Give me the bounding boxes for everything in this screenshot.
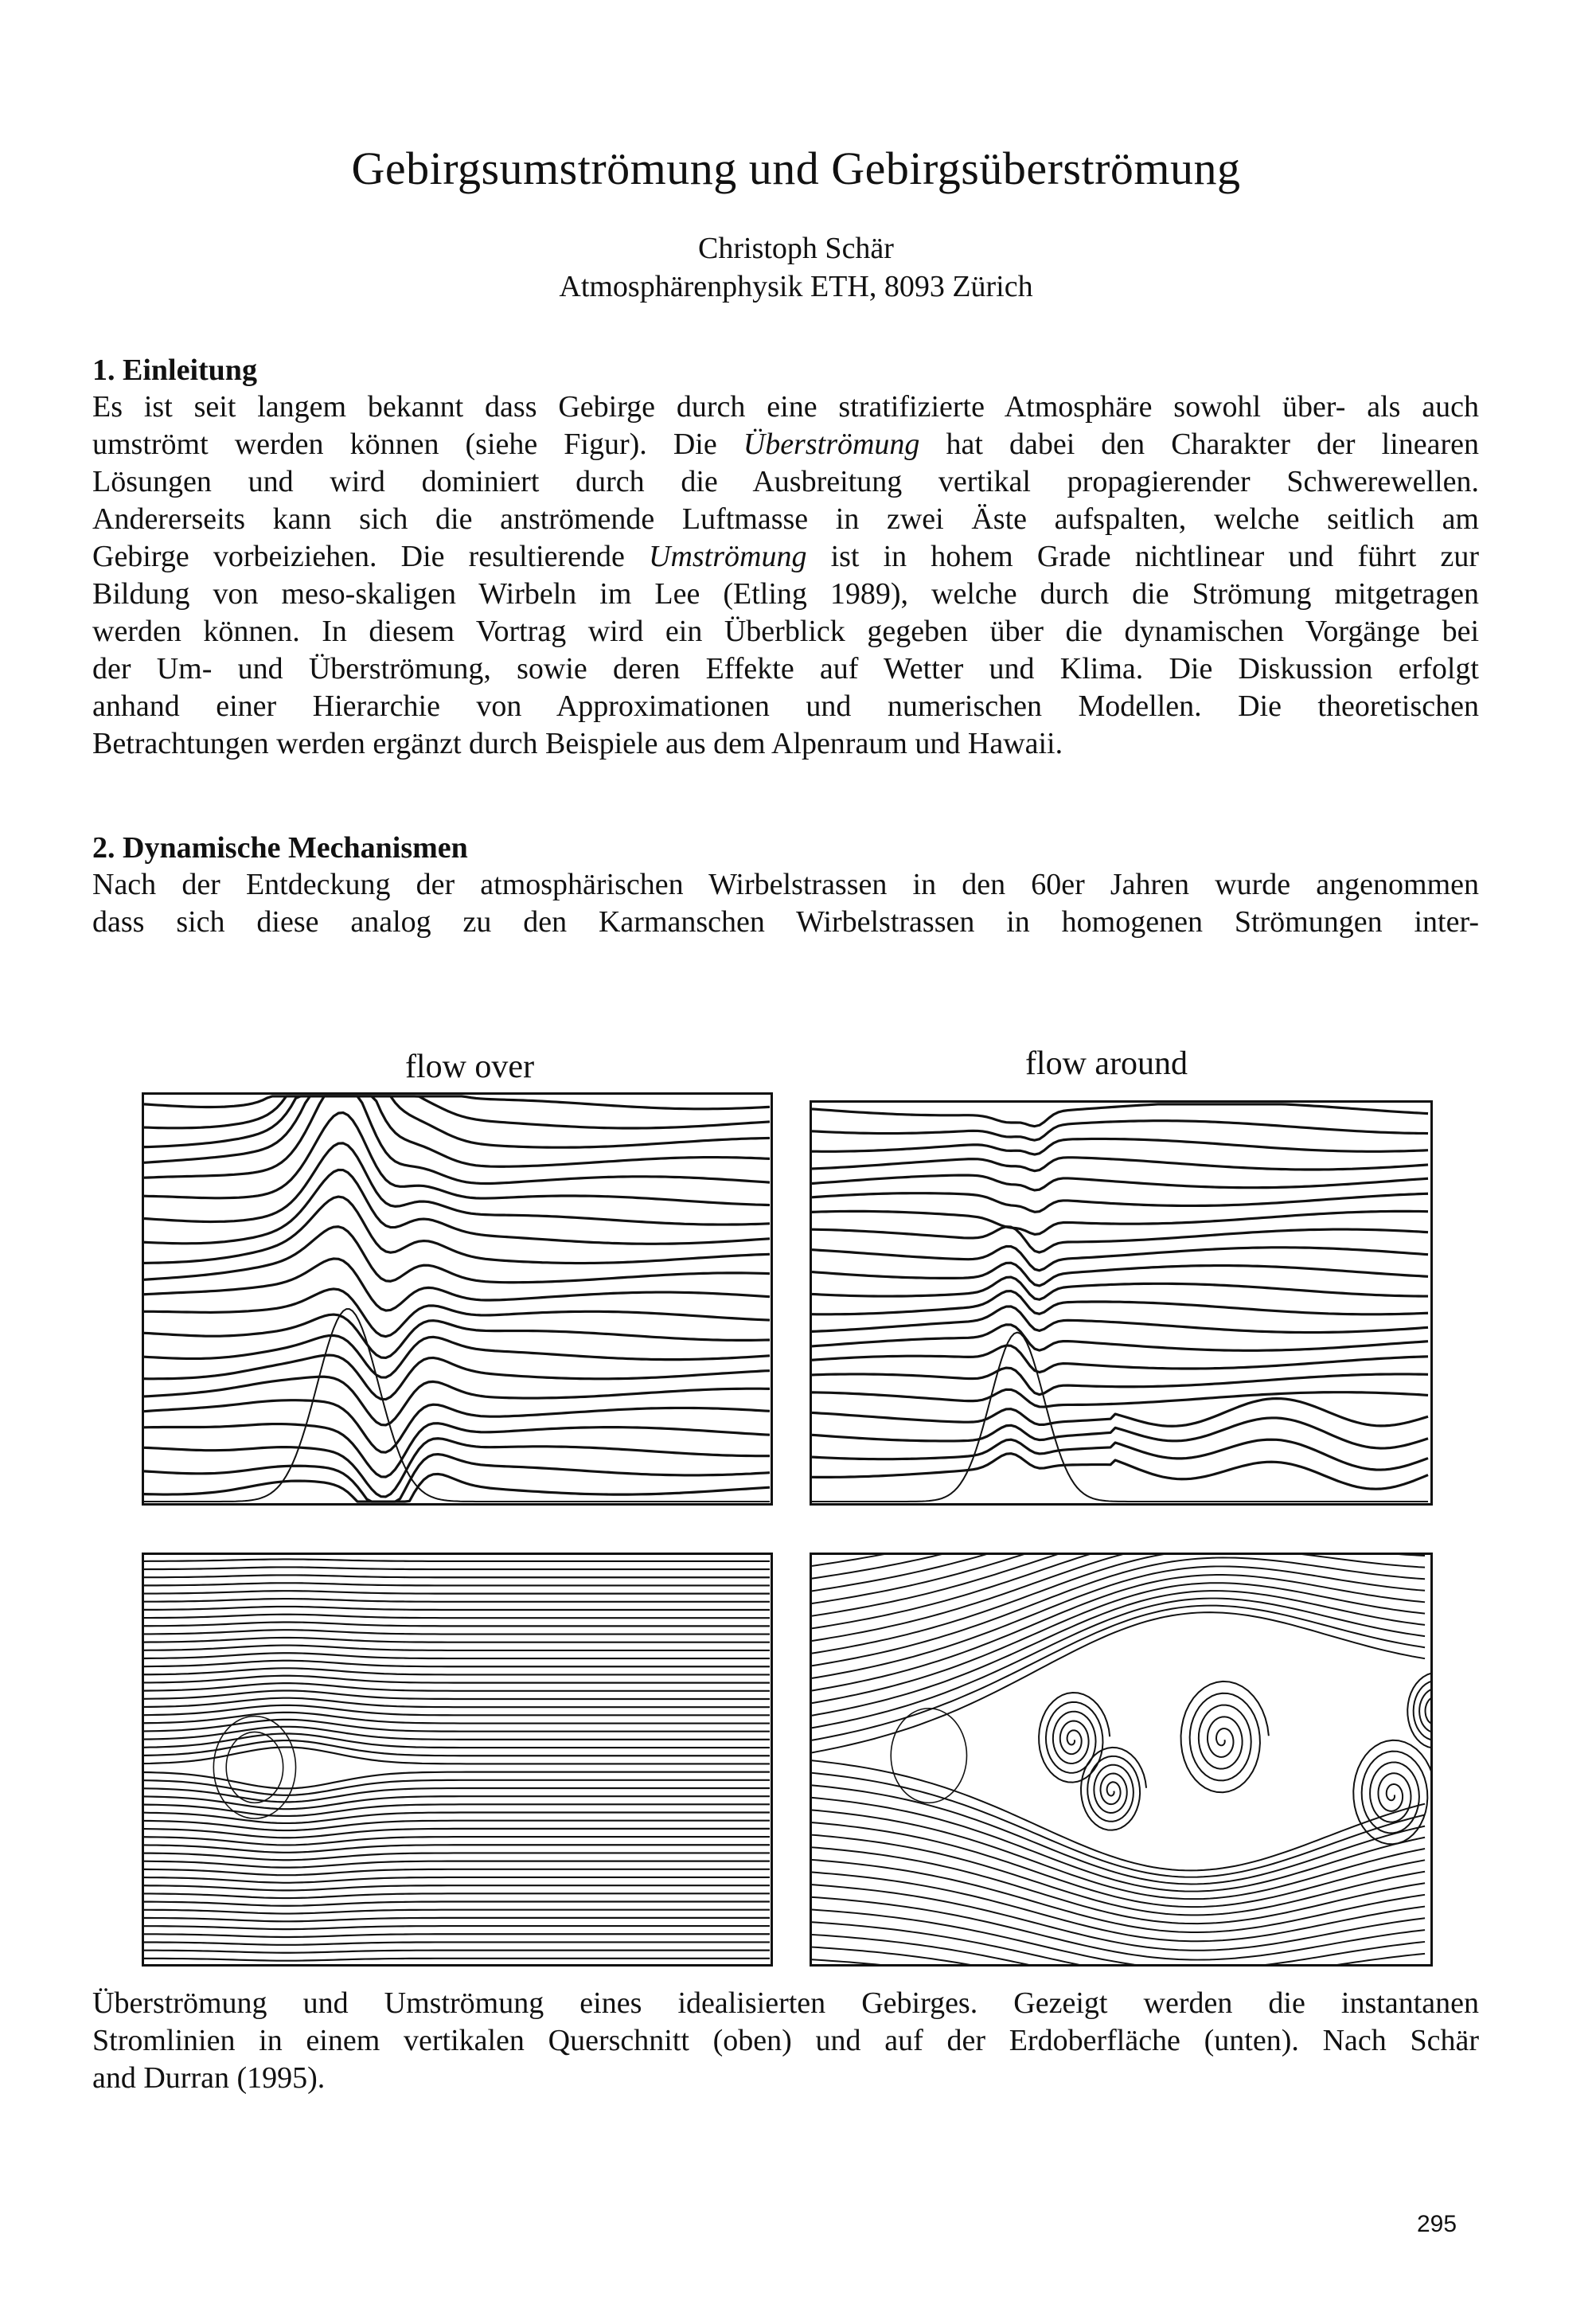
streamline — [144, 1934, 770, 1937]
figure-caption — [92, 1985, 1479, 2097]
streamline — [144, 1676, 770, 1683]
streamline — [812, 1835, 1425, 1916]
streamline — [144, 1683, 770, 1691]
streamline — [812, 1368, 1428, 1395]
streamline — [812, 1555, 1425, 1591]
text-line: umströmt werden können (siehe Figur). Die Überströmung hat dabei den Charakter der linearen — [92, 428, 1479, 461]
streamline — [144, 1910, 770, 1914]
streamline-plot-flow-around-surface — [812, 1555, 1430, 1964]
author-affiliation: Atmosphärenphysik ETH, 8093 Zürich — [559, 270, 1033, 303]
text-line: anhand einer Hierarchie von Approximationen und numerischen Modellen. Die theoretischen — [92, 689, 1479, 723]
author-name: Christoph Schär — [698, 232, 894, 265]
streamline — [144, 1599, 770, 1602]
streamline — [812, 1860, 1425, 1932]
text-line: werden können. In diesem Vortrag wird ein Überblick gegeben über die dynamischen Vorgänge bei — [92, 615, 1479, 648]
streamline — [144, 1877, 770, 1883]
streamline — [812, 1555, 1425, 1654]
streamline — [144, 1885, 770, 1890]
streamline — [144, 1455, 770, 1502]
streamline — [144, 1355, 770, 1399]
streamline-plot-flow-around-vertical — [812, 1103, 1430, 1503]
section-body-introduction — [92, 389, 1479, 763]
streamline — [144, 1096, 770, 1147]
text-line: der Um- und Überströmung, sowie deren Effekte auf Wetter und Klima. Die Diskussion erfolgt — [92, 652, 1479, 685]
streamline — [144, 1474, 770, 1502]
streamline — [812, 1389, 1428, 1407]
streamline — [144, 1583, 770, 1585]
author-block — [0, 229, 1592, 306]
streamline — [812, 1885, 1425, 1951]
text-line: dass sich diese analog zu den Karmanschen Wirbelstrassen in homogenen Strömungen inter- — [92, 905, 1479, 939]
mountain-profile — [812, 1333, 1428, 1502]
vortex — [1081, 1748, 1146, 1830]
streamline — [144, 1638, 770, 1642]
streamline — [144, 1861, 770, 1868]
streamline — [812, 1760, 1425, 1870]
streamline — [144, 1591, 770, 1593]
text-line: Betrachtungen werden ergänzt durch Beispiele aus dem Alpenraum und Hawaii. — [92, 727, 1063, 760]
section-body-mechanisms — [92, 866, 1479, 941]
vortex — [1353, 1740, 1430, 1844]
text-line: Überströmung und Umströmung eines idealisierten Gebirges. Gezeigt werden die instantanen — [92, 1986, 1479, 2020]
streamline — [812, 1599, 1425, 1728]
panel-flow-over-vertical — [142, 1092, 773, 1506]
streamline — [812, 1104, 1428, 1127]
streamline — [144, 1668, 770, 1674]
streamline — [144, 1837, 770, 1845]
mountain-contour — [891, 1709, 966, 1803]
streamline — [812, 1566, 1425, 1678]
streamline-plot-flow-over-surface — [144, 1555, 771, 1964]
streamline — [144, 1661, 770, 1667]
text-line: Nach der Entdeckung der atmosphärischen Wirbelstrassen in den 60er Jahren wurde angenommen — [92, 868, 1479, 901]
streamline — [144, 1959, 770, 1961]
streamline — [812, 1307, 1428, 1333]
streamline — [812, 1158, 1428, 1171]
text-line: Bildung von meso-skaligen Wirbeln im Lee (Etling 1989), welche durch die Strömung mitgetragen — [92, 577, 1479, 611]
page-number: 295 — [1417, 2211, 1457, 2237]
streamline — [144, 1727, 770, 1740]
streamline — [144, 1567, 770, 1569]
text-line: and Durran (1995). — [92, 2061, 326, 2095]
section-heading-introduction: 1. Einleitung — [92, 353, 257, 387]
panel-flow-around-vertical — [810, 1100, 1433, 1506]
streamline — [144, 1691, 770, 1699]
streamline — [812, 1346, 1428, 1373]
streamline — [812, 1909, 1425, 1964]
streamline — [812, 1193, 1428, 1213]
vortex — [1407, 1673, 1430, 1748]
text-line: Es ist seit langem bekannt dass Gebirge durch eine stratifizierte Atmosphäre sowohl über- als auch — [92, 390, 1479, 424]
streamline — [812, 1325, 1428, 1351]
panel-flow-around-surface — [810, 1553, 1433, 1967]
streamline — [144, 1096, 770, 1128]
streamline — [144, 1314, 770, 1357]
vortex — [1039, 1693, 1110, 1783]
streamline-plot-flow-over-vertical — [144, 1095, 771, 1503]
streamline — [144, 1259, 770, 1310]
streamline — [144, 1893, 770, 1898]
streamline — [144, 1615, 770, 1618]
emphasis: Überströmung — [743, 428, 920, 461]
text-line: Gebirge vorbeiziehen. Die resultierende Umströmung ist in hohem Grade nichtlinear und führt zur — [92, 540, 1479, 573]
streamline — [812, 1291, 1428, 1314]
streamline — [144, 1902, 770, 1906]
emphasis: Umströmung — [649, 540, 807, 573]
streamline — [812, 1439, 1428, 1470]
streamline — [144, 1951, 770, 1953]
figure-label-flow-over: flow over — [404, 1049, 535, 1085]
paper-title: Gebirgsumströmung und Gebirgsüberströmung — [351, 143, 1241, 194]
streamline — [812, 1810, 1425, 1899]
streamline — [812, 1246, 1428, 1270]
text-line: Lösungen und wird dominiert durch die Ausbreitung vertikal propagierender Schwerewellen. — [92, 465, 1479, 498]
streamline — [812, 1139, 1428, 1154]
vortex — [1181, 1681, 1269, 1792]
text-line: Stromlinien in einem vertikalen Querschnitt (oben) und auf der Erdoberfläche (unten). Nach Schär — [92, 2024, 1479, 2057]
text-line: Andererseits kann sich die anströmende Luftmasse in zwei Äste aufspalten, welche seitlich am — [92, 502, 1479, 536]
streamline — [144, 1653, 770, 1658]
streamline — [812, 1798, 1425, 1892]
streamline — [144, 1623, 770, 1627]
streamline — [144, 1096, 770, 1109]
panel-flow-over-surface — [142, 1553, 773, 1967]
streamline — [144, 1869, 770, 1875]
streamline — [812, 1175, 1428, 1190]
streamline — [144, 1942, 770, 1944]
streamline — [812, 1277, 1428, 1299]
streamline — [812, 1583, 1425, 1703]
streamline — [812, 1575, 1425, 1691]
streamline — [812, 1591, 1425, 1716]
streamline — [812, 1263, 1428, 1286]
streamline — [144, 1377, 770, 1425]
streamline — [144, 1918, 770, 1921]
streamline — [144, 1796, 770, 1809]
streamline — [812, 1211, 1428, 1234]
streamline — [144, 1646, 770, 1650]
streamline — [144, 1926, 770, 1929]
streamline — [812, 1121, 1428, 1140]
streamline — [144, 1845, 770, 1853]
streamline — [144, 1853, 770, 1860]
streamline — [144, 1559, 770, 1560]
streamline — [144, 1630, 770, 1634]
section-heading-mechanisms: 2. Dynamische Mechanismen — [92, 831, 468, 865]
streamline — [144, 1720, 770, 1732]
figure-label-flow-around: flow around — [1024, 1045, 1188, 1082]
streamline — [144, 1575, 770, 1577]
streamline — [144, 1607, 770, 1610]
streamline — [812, 1935, 1425, 1964]
streamline — [144, 1713, 770, 1724]
